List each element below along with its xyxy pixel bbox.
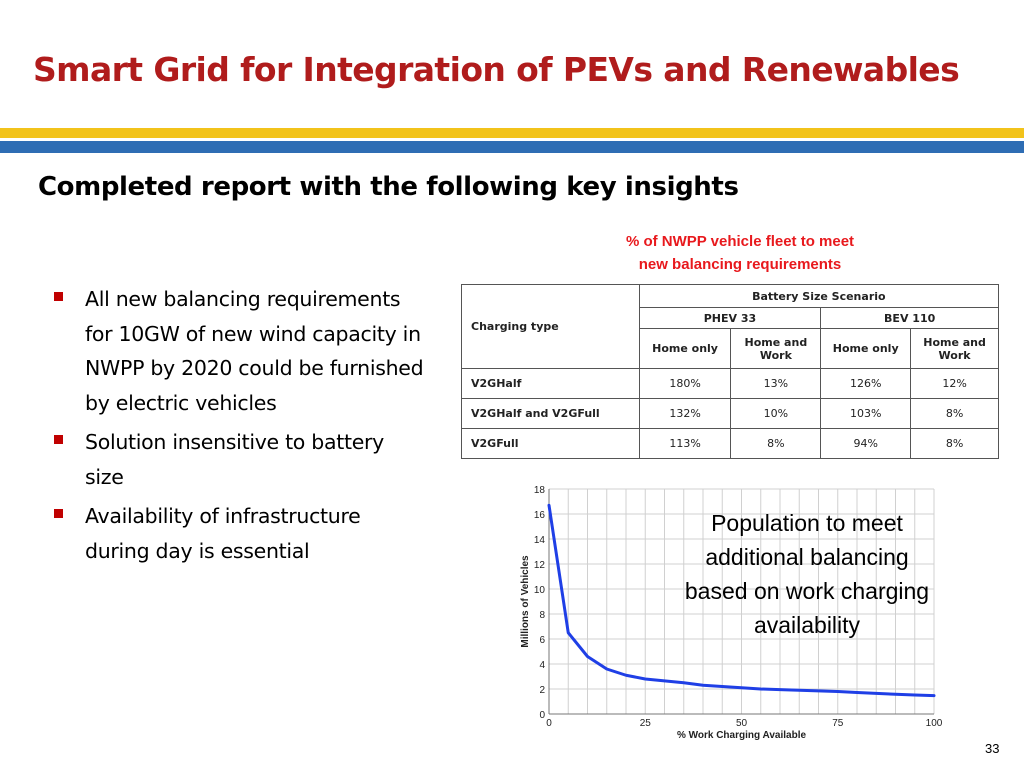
table-cell: 94%: [821, 429, 911, 459]
header-band-yellow: [0, 128, 1024, 138]
annotation-line: availability: [753, 612, 861, 638]
subheader-cell: Home only: [821, 329, 911, 369]
header-group: BEV 110: [821, 308, 999, 329]
bullet-text: Solution insensitive to battery size: [85, 430, 384, 489]
bullet-text: All new balancing requirements for 10GW of new wind capacity in NWPP by 2020 could be furnished by electric vehicles: [85, 287, 424, 415]
annotation-line: based on work charging: [684, 578, 930, 604]
table-cell: 8%: [731, 429, 821, 459]
bullet-item: [54, 282, 424, 420]
header-battery-scenario: Battery Size Scenario: [639, 285, 998, 308]
table-cell: 13%: [731, 369, 821, 399]
results-table: [461, 284, 999, 459]
x-axis-title: % Work Charging Available: [676, 730, 807, 741]
table-cell: 103%: [821, 399, 911, 429]
table-cell: 8%: [911, 399, 999, 429]
y-tick-label: 6: [539, 635, 545, 646]
table-row: [462, 429, 999, 459]
table-cell: 132%: [639, 399, 731, 429]
table-row: [462, 369, 999, 399]
square-bullet-icon: [54, 435, 63, 444]
table-cell: 8%: [911, 429, 999, 459]
square-bullet-icon: [54, 292, 63, 301]
page-number: 33: [985, 741, 1000, 756]
table-caption-line: new balancing requirements: [638, 256, 842, 273]
y-tick-label: 18: [533, 485, 545, 496]
subheader-cell: Home only: [639, 329, 731, 369]
y-tick-label: 2: [539, 685, 545, 696]
y-tick-label: 8: [539, 610, 545, 621]
bullet-item: [54, 499, 424, 568]
x-tick-label: 75: [832, 718, 844, 729]
bullet-item: [54, 425, 424, 494]
x-tick-label: 100: [925, 718, 943, 729]
y-tick-label: 16: [533, 510, 545, 521]
table-cell: 180%: [639, 369, 731, 399]
x-tick-label: 0: [546, 718, 552, 729]
annotation-line: additional balancing: [705, 544, 909, 570]
y-tick-label: 4: [539, 660, 545, 671]
subheader-cell: Home and Work: [731, 329, 821, 369]
table-cell: 113%: [639, 429, 731, 459]
table-row: [462, 399, 999, 429]
subheader-cell: Home and Work: [911, 329, 999, 369]
bullet-list: [54, 282, 424, 573]
slide-title: Smart Grid for Integration of PEVs and Renewables: [33, 50, 960, 89]
y-tick-label: 14: [533, 535, 545, 546]
table-cell: 12%: [911, 369, 999, 399]
row-label: V2GHalf: [462, 369, 640, 399]
y-tick-label: 0: [539, 710, 545, 721]
header-charging-type: Charging type: [462, 285, 640, 369]
table-caption-line: % of NWPP vehicle fleet to meet: [625, 233, 855, 250]
table-cell: 10%: [731, 399, 821, 429]
row-label: V2GFull: [462, 429, 640, 459]
chart-annotation: [652, 506, 962, 642]
results-table-container: [461, 284, 999, 459]
y-axis-title: Millions of Vehicles: [520, 555, 531, 648]
slide-subtitle: Completed report with the following key insights: [38, 172, 739, 202]
x-tick-label: 50: [735, 718, 748, 729]
square-bullet-icon: [54, 509, 63, 518]
y-tick-label: 10: [533, 585, 545, 596]
annotation-line: Population to meet: [711, 510, 903, 536]
header-group: PHEV 33: [639, 308, 821, 329]
x-tick-label: 25: [639, 718, 651, 729]
header-band-blue: [0, 141, 1024, 153]
table-caption: [560, 230, 920, 276]
y-tick-label: 12: [533, 560, 545, 571]
bullet-text: Availability of infrastructure during day is essential: [85, 504, 361, 563]
table-cell: 126%: [821, 369, 911, 399]
row-label: V2GHalf and V2GFull: [462, 399, 640, 429]
